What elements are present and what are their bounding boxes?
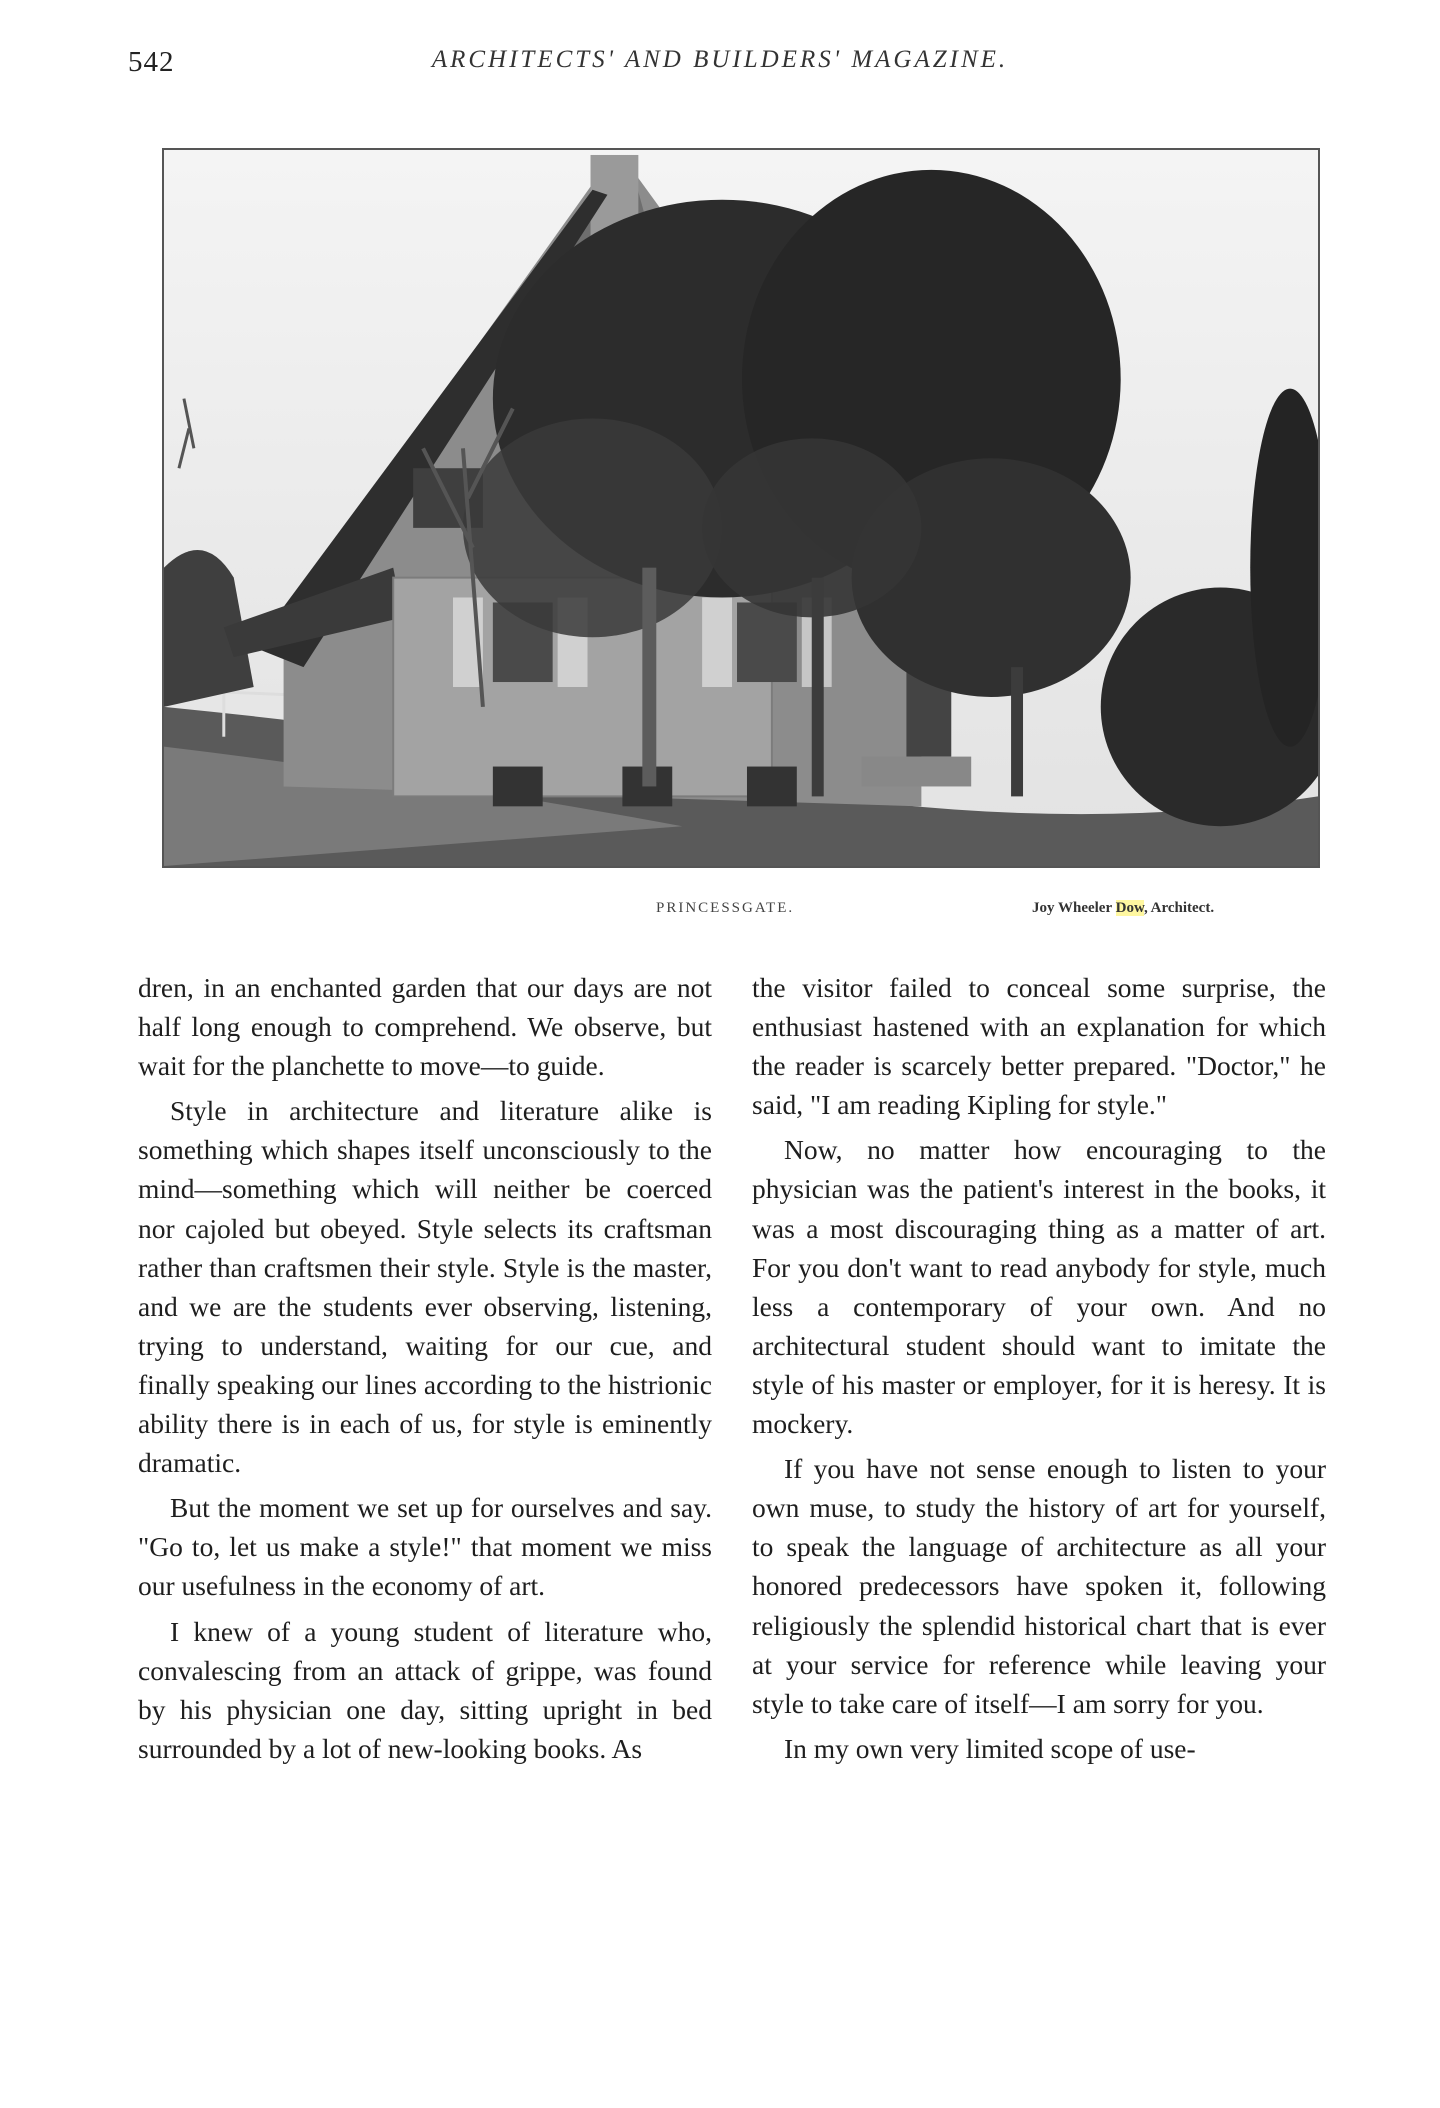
right-column	[752, 968, 1326, 1774]
running-head: ARCHITECTS' AND BUILDERS' MAGAZINE.	[431, 46, 1009, 73]
paragraph: But the moment we set up for ourselves and say. "Go to, let us make a style!" that moment we miss our usefulness in the economy of art.	[138, 1492, 712, 1602]
house-photograph	[162, 148, 1320, 868]
paragraph: the visitor failed to conceal some surprise, the enthusiast hastened with an explanation for which the reader is scarcely better prepared. "Doctor," he said, "I am reading Kipling for style."	[752, 972, 1326, 1121]
credit-highlighted-word: Dow	[1115, 900, 1144, 916]
credit-name: Joy Wheeler	[1032, 900, 1116, 916]
paragraph: If you have not sense enough to listen to your own muse, to study the history of art for yourself, to speak the language of architecture as all your honored predecessors have spoken it, following religiously the splendid historical chart that is ever at your service for reference while leaving your style to take care of itself—I am sorry for you.	[752, 1453, 1326, 1719]
paragraph: Style in architecture and literature alike is something which shapes itself unconsciously to the mind—something which will neither be coerced nor cajoled but obeyed. Style selects its craftsman rather than craftsmen their style. Style is the master, and we are the students ever observing, listening, trying to understand, waiting for our cue, and finally speaking our lines according to the histrionic ability there is in each of us, for style is eminently dramatic.	[138, 1095, 712, 1479]
page-number: 542	[128, 46, 175, 78]
paragraph: Now, no matter how encouraging to the physician was the patient's interest in the books, it was a most discouraging thing as a matter of art. For you don't want to read anybody for style, much less a contemporary of your own. And no architectural student should want to imitate the style of his master or employer, for it is heresy. It is mockery.	[752, 1134, 1326, 1440]
house-photo-illustration	[164, 150, 1318, 866]
figure-caption-title: PRINCESSGATE.	[656, 900, 795, 916]
figure-caption-credit	[1032, 900, 1214, 917]
paragraph: dren, in an enchanted garden that our days are not half long enough to comprehend. We observe, but wait for the planchette to move—to guide.	[138, 972, 712, 1082]
credit-role: , Architect.	[1143, 900, 1215, 916]
paragraph: I knew of a young student of literature who, convalescing from an attack of grippe, was found by his physician one day, sitting upright in bed surrounded by a lot of new-looking books. As	[138, 1615, 712, 1764]
paragraph: In my own very limited scope of use-	[784, 1732, 1196, 1764]
left-column	[138, 968, 712, 1774]
